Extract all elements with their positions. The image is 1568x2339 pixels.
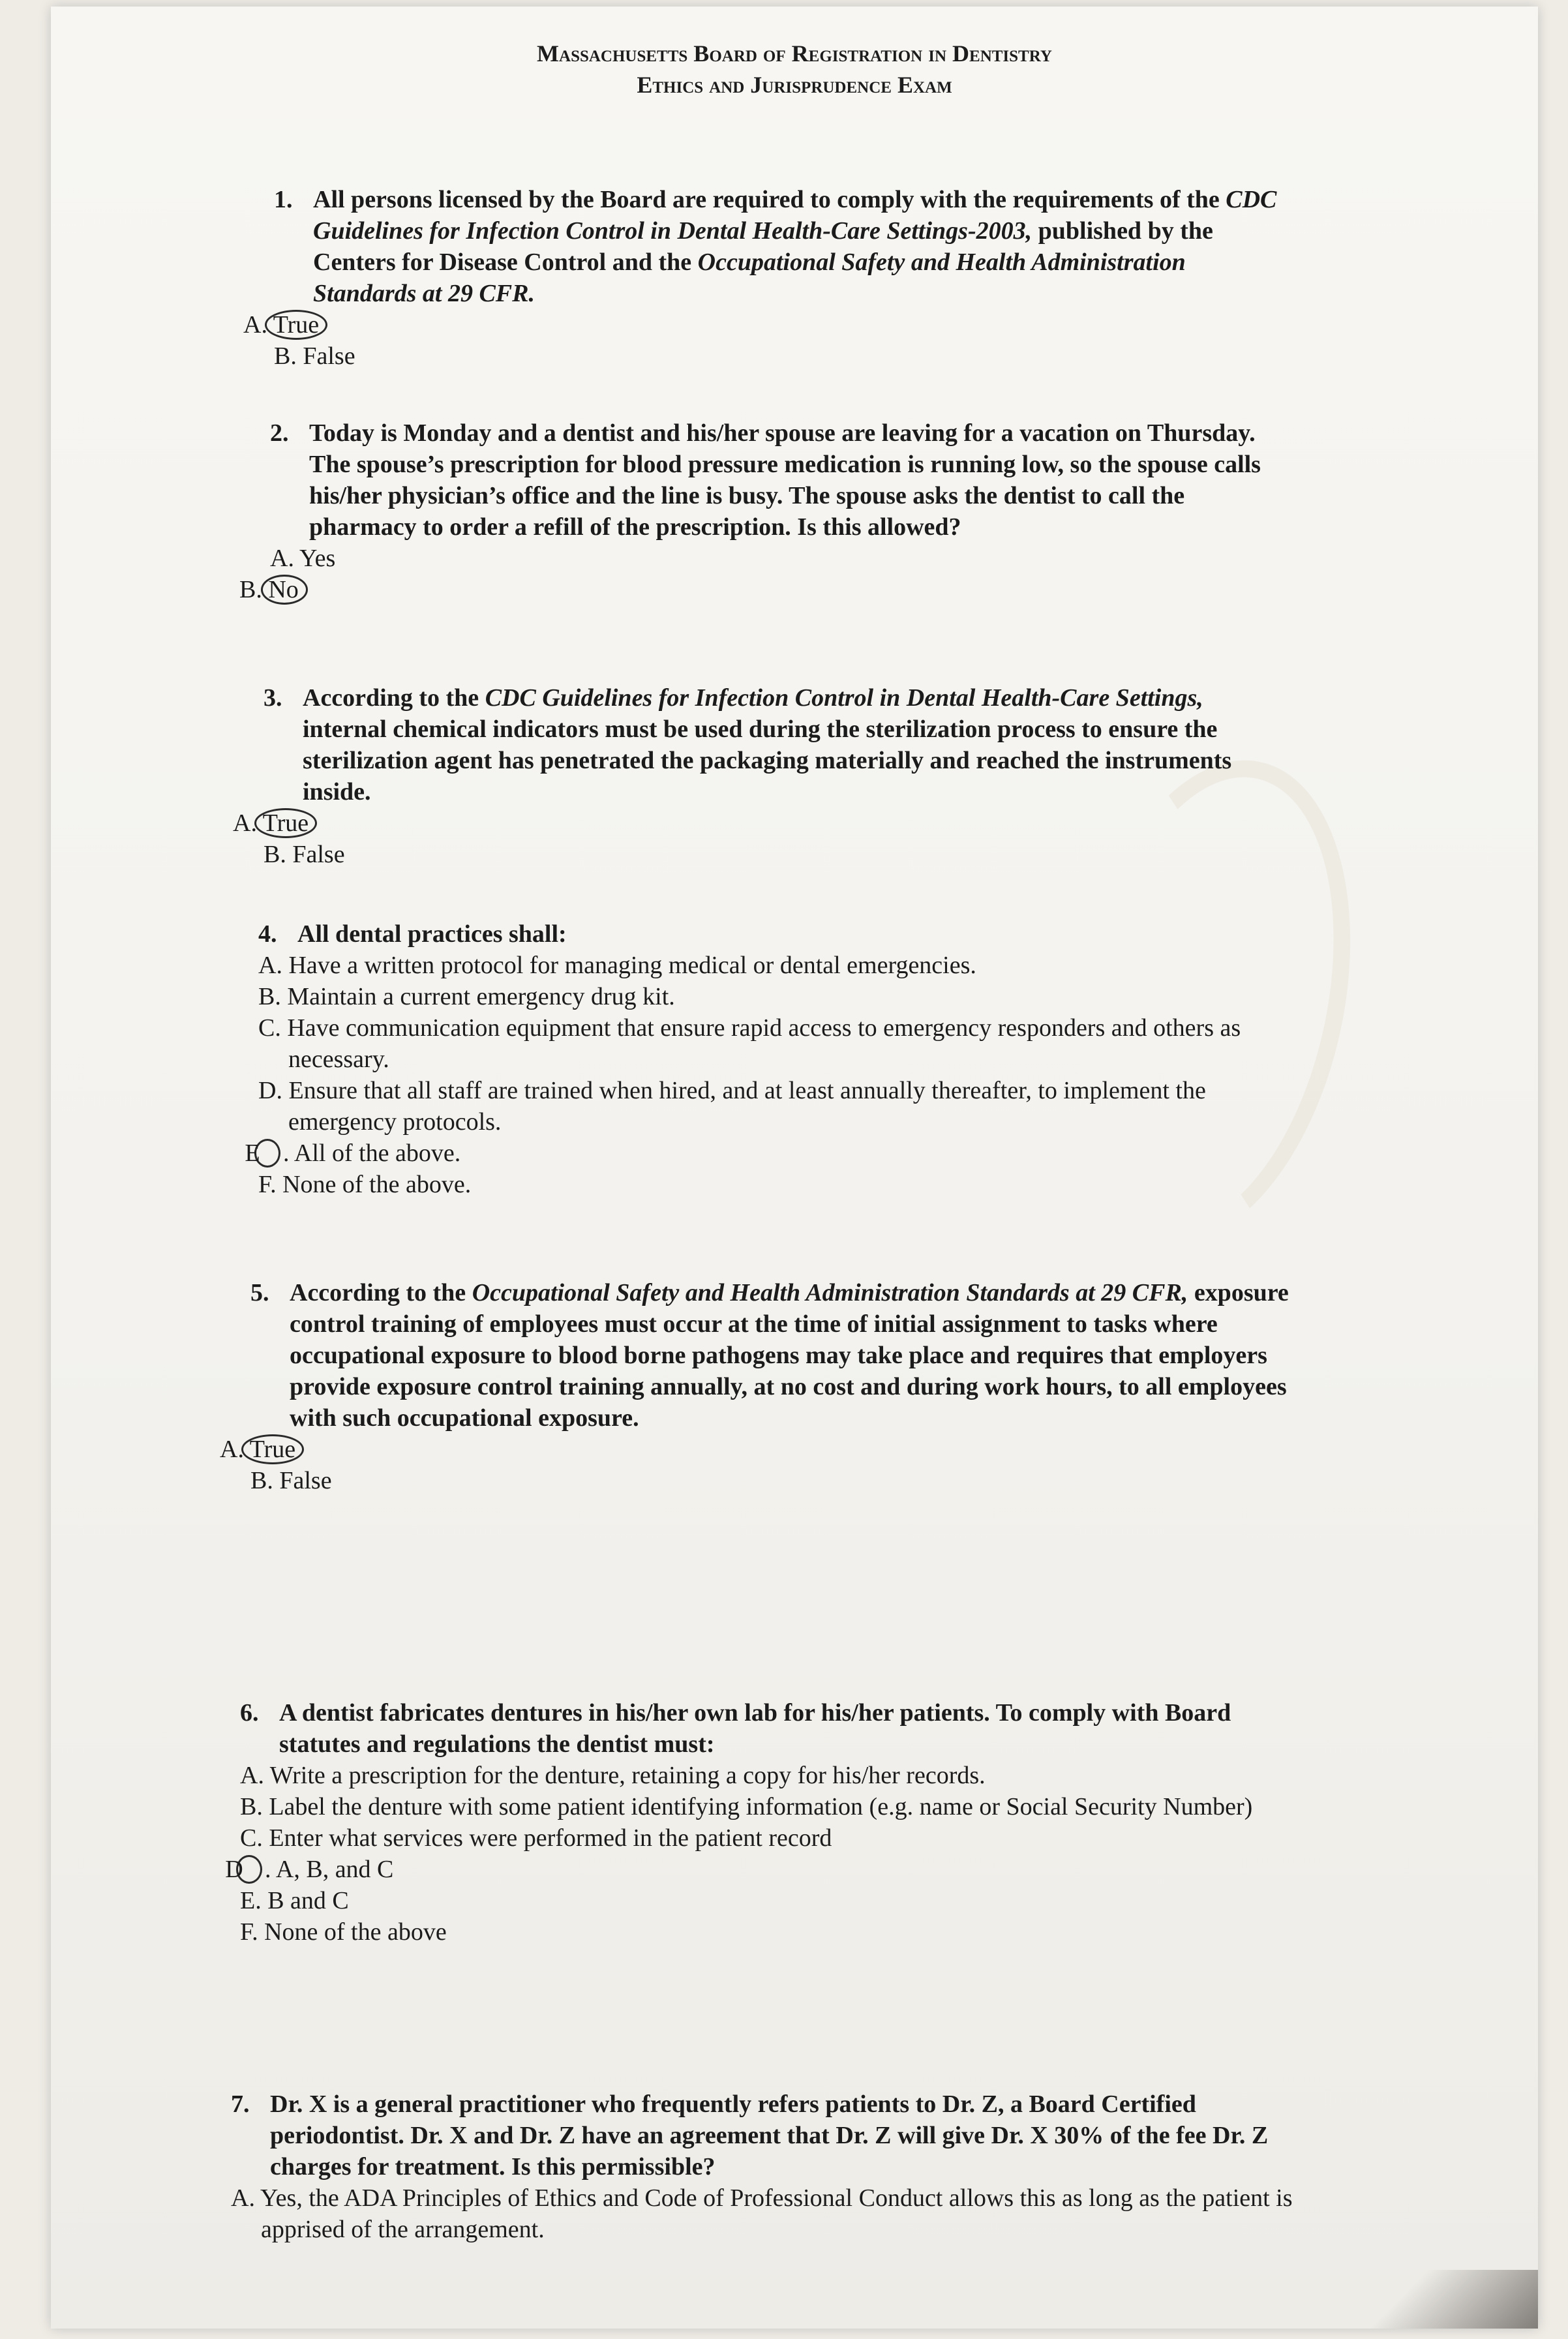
question-1 xyxy=(243,184,1291,372)
question-number: 7. xyxy=(231,2090,250,2118)
answer-option-text: . All of the above. xyxy=(283,1139,461,1167)
question-number: 3. xyxy=(264,684,282,712)
answer-option-label: D. Ensure that all staff are trained when hired, and at least annually thereafter, to implement the emergency protocols. xyxy=(258,1077,1206,1136)
question-5 xyxy=(220,1277,1320,1496)
question-number: 1. xyxy=(274,186,293,213)
answer-option-label: B. Label the denture with some patient identifying information (e.g. name or Social Security Number) xyxy=(240,1793,1253,1820)
stem-text: Today is Monday and a dentist and his/her spouse are leaving for a vacation on Thursday. The spouse’s prescription for blood pressure medication is running low, so the spouse calls his/her physician’s office and the line is busy. The spouse asks the dentist to call the pharmacy to order a refill of the prescription. Is this allowed? xyxy=(309,419,1261,541)
answer-option-label: B. False xyxy=(264,841,345,868)
answer-option-label: C. Enter what services were performed in the patient record xyxy=(240,1824,832,1852)
answer-option-label: B. False xyxy=(274,342,355,370)
question-stem xyxy=(240,1697,1310,1760)
stem-text: All dental practices shall: xyxy=(297,920,567,948)
circled-answer-mark: D xyxy=(236,1855,262,1884)
stem-text: All persons licensed by the Board are required to comply with the requirements of the xyxy=(313,186,1226,213)
answer-option-label: A. True xyxy=(254,808,317,838)
answer-option-circled[interactable] xyxy=(239,574,1288,605)
answer-option-label: A. True xyxy=(241,1434,304,1464)
answer-option-circled[interactable] xyxy=(233,807,1281,839)
question-number: 5. xyxy=(250,1279,269,1306)
answer-option-label: F. None of the above. xyxy=(258,1171,472,1198)
stem-italic-text: Occupational Safety and Health Administration Standards at 29 CFR, xyxy=(472,1279,1188,1306)
answer-option-label: A. True xyxy=(265,310,327,340)
answer-option-circled[interactable] xyxy=(220,1434,1320,1465)
question-stem xyxy=(250,1277,1320,1434)
question-7 xyxy=(231,2089,1314,2245)
answer-option[interactable] xyxy=(240,1916,1310,1948)
answer-option[interactable] xyxy=(258,981,1276,1012)
stem-text: internal chemical indicators must be used during the sterilization process to ensure the sterilization agent has penetrated the packaging materially and reached the instruments inside. xyxy=(303,716,1232,806)
question-4 xyxy=(245,918,1276,1200)
question-number: 6. xyxy=(240,1699,259,1727)
answer-option[interactable] xyxy=(258,1075,1276,1138)
answer-option[interactable] xyxy=(225,1854,1310,1885)
question-number: 4. xyxy=(258,920,277,948)
answer-option[interactable] xyxy=(245,1138,1276,1169)
answer-option-label: A. Write a prescription for the denture, retaining a copy for his/her records. xyxy=(240,1762,986,1789)
answer-option-label: A. Have a written protocol for managing medical or dental emergencies. xyxy=(258,952,976,979)
circled-answer-mark: E xyxy=(254,1139,280,1168)
stem-text: published by the Centers for Disease Control and the xyxy=(313,217,1213,276)
answer-option-label: E. B and C xyxy=(240,1887,349,1914)
question-stem xyxy=(274,184,1291,309)
stem-italic-text: CDC Guidelines for Infection Control in Dental Health-Care Settings, xyxy=(485,684,1203,712)
question-6 xyxy=(225,1697,1310,1948)
exam-title: Ethics and Jurisprudence Exam xyxy=(637,72,952,98)
answer-option[interactable] xyxy=(231,2182,1314,2245)
answer-option[interactable] xyxy=(270,543,1288,574)
answer-option[interactable] xyxy=(250,1465,1320,1496)
answer-option-label: B. False xyxy=(250,1467,332,1494)
answer-option-label: B. Maintain a current emergency drug kit. xyxy=(258,983,675,1010)
answer-option[interactable] xyxy=(258,1012,1276,1075)
answer-option[interactable] xyxy=(240,1885,1310,1916)
question-stem xyxy=(231,2089,1314,2182)
answer-option-label: F. None of the above xyxy=(240,1918,447,1946)
page-corner-shadow xyxy=(1355,2270,1538,2329)
question-2 xyxy=(239,417,1288,605)
answer-option-label: A. Yes, the ADA Principles of Ethics and Code of Professional Conduct allows this as long as the patient is apprised of the arrangement. xyxy=(231,2184,1293,2243)
board-title: Massachusetts Board of Registration in Dentistry xyxy=(537,40,1052,67)
stem-text: Dr. X is a general practitioner who frequently refers patients to Dr. Z, a Board Certified periodontist. Dr. X and Dr. Z have an agreement that Dr. Z will give Dr. X 30% of the fee Dr. Z charges for treatment. Is this permissible? xyxy=(270,2090,1269,2181)
answer-option[interactable] xyxy=(240,1822,1310,1854)
answer-option-text: . A, B, and C xyxy=(265,1856,394,1883)
question-stem xyxy=(258,918,1276,950)
answer-option[interactable] xyxy=(264,839,1281,870)
answer-option[interactable] xyxy=(240,1760,1310,1791)
exam-page xyxy=(51,7,1538,2329)
exam-header xyxy=(51,38,1538,100)
question-stem xyxy=(270,417,1288,543)
question-stem xyxy=(264,682,1281,807)
answer-option[interactable] xyxy=(240,1791,1310,1822)
stem-italic-text: CDC Guidelines for Infection Control in Dental Health-Care Settings-2003, xyxy=(313,186,1277,245)
stem-italic-text: Occupational Safety and Health Administration Standards at 29 CFR. xyxy=(313,249,1186,307)
answer-option-label: B. No xyxy=(261,575,308,605)
stem-text: According to the xyxy=(290,1279,472,1306)
answer-option-label: A. Yes xyxy=(270,545,336,572)
answer-option[interactable] xyxy=(258,1169,1276,1200)
answer-option-circled[interactable] xyxy=(243,309,1291,340)
question-number: 2. xyxy=(270,419,289,447)
stem-text: exposure control training of employees must occur at the time of initial assignment to tasks where occupational exposure to blood borne pathogens may take place and requires that employers provide exposure control training annually, at no cost and during work hours, to all employees with such occupational exposure. xyxy=(290,1279,1289,1432)
question-3 xyxy=(233,682,1281,870)
answer-option[interactable] xyxy=(274,340,1291,372)
stem-text: A dentist fabricates dentures in his/her own lab for his/her patients. To comply with Board statutes and regulations the dentist must: xyxy=(279,1699,1231,1758)
stem-text: According to the xyxy=(303,684,485,712)
answer-option-label: C. Have communication equipment that ensure rapid access to emergency responders and others as necessary. xyxy=(258,1014,1241,1073)
answer-option[interactable] xyxy=(258,950,1276,981)
